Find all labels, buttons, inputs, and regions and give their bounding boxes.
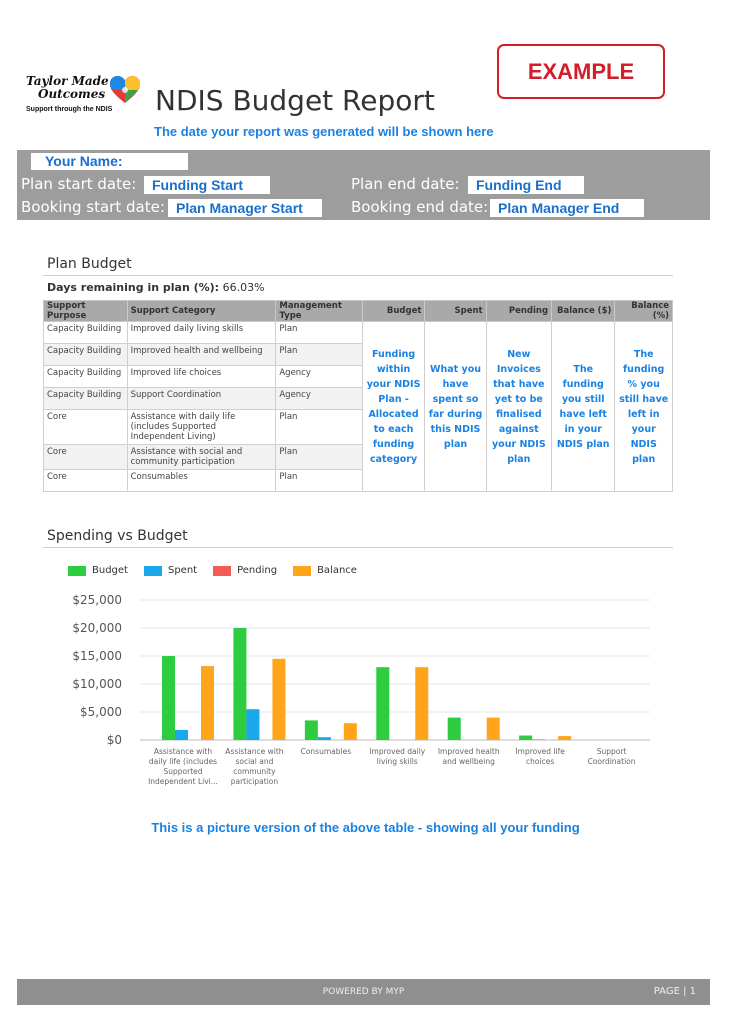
row-purpose: Capacity Building [44,344,128,366]
days-remaining [47,281,265,294]
bar-spent [246,709,259,740]
row-category: Assistance with social and community participation [127,445,276,470]
booking-start-label: Booking start date: [21,198,165,216]
balance-pct-note: The funding % you still have left in your NDIS plan [615,322,673,492]
x-tick-label-line: choices [526,757,555,766]
bar-spent [318,737,331,740]
company-logo [26,74,144,126]
x-tick-label-line: Assistance with [153,747,213,756]
legend-item-balance [293,565,357,576]
balance-dollar-note: The funding you still have left in your NDIS plan [552,322,615,492]
table-header-row [44,301,673,322]
x-tick-label-line: Improved health [437,747,500,756]
plan-start-value: Funding Start [144,176,270,194]
legend-swatch-pending [213,566,231,576]
x-tick-label [515,747,565,766]
x-tick-label [148,747,218,786]
x-tick-label-line: Support [596,747,627,756]
row-category: Improved daily living skills [127,322,276,344]
plan-end-label: Plan end date: [351,175,460,193]
y-tick-label: $10,000 [72,677,122,691]
row-purpose: Core [44,445,128,470]
col-balance-dollar: Balance ($) [552,301,615,322]
footer-page-number: PAGE | 1 [653,986,696,997]
spending-divider [43,547,673,548]
bar-balance [415,667,428,740]
logo-text-line2: Outcomes [38,87,106,101]
row-category: Improved health and wellbeing [127,344,276,366]
legend-swatch-budget [68,566,86,576]
spending-heading: Spending vs Budget [47,528,188,544]
y-tick-label: $5,000 [80,705,122,719]
pending-note: New Invoices that have yet to be finalised against your NDIS plan [486,322,551,492]
row-category: Consumables [127,470,276,492]
legend-label-balance: Balance [317,565,357,576]
legend-label-budget: Budget [92,565,128,576]
bar-balance [344,723,357,740]
y-tick-label: $25,000 [72,593,122,607]
bar-budget [376,667,389,740]
plan-start-label: Plan start date: [21,175,137,193]
x-tick-label [588,747,636,766]
bar-budget [448,718,461,740]
col-support-category: Support Category [127,301,276,322]
row-type: Plan [276,322,362,344]
row-type: Plan [276,410,362,445]
row-purpose: Capacity Building [44,388,128,410]
row-purpose: Capacity Building [44,366,128,388]
chart-legend [68,565,373,576]
x-tick-label-line: and wellbeing [442,757,495,766]
x-tick-label-line: Independent Livi... [148,777,218,786]
x-tick-label [301,747,352,756]
bar-budget [233,628,246,740]
logo-text-line1: Taylor Made [26,74,109,88]
days-remaining-value: 66.03% [222,281,265,294]
plan-budget-table [43,300,673,492]
spent-note: What you have spent so far during this NDIS plan [425,322,486,492]
row-type: Plan [276,470,362,492]
bar-budget [519,736,532,740]
legend-label-spent: Spent [167,565,198,576]
bar-spent [532,739,545,740]
row-purpose: Core [44,470,128,492]
bar-balance [558,736,571,740]
y-tick-label: $20,000 [72,621,122,635]
legend-swatch-balance [293,566,311,576]
legend-swatch-spent [144,566,162,576]
x-tick-label-line: Improved life [515,747,565,756]
x-tick-label-line: Consumables [300,747,352,756]
your-name-label: Your Name: [31,153,188,170]
col-spent: Spent [425,301,486,322]
x-tick-label-line: daily life (includes [148,757,218,766]
col-budget: Budget [362,301,425,322]
col-support-purpose: Support Purpose [44,301,128,322]
x-tick-label-line: Coordination [587,757,636,766]
x-tick-label-line: participation [230,777,279,786]
bar-budget [162,656,175,740]
row-type: Plan [276,344,362,366]
col-balance-pct: Balance (%) [615,301,673,322]
x-tick-label [438,747,500,766]
row-category: Support Coordination [127,388,276,410]
example-stamp: EXAMPLE [497,44,665,99]
puzzle-heart-icon [109,74,141,106]
plan-end-value: Funding End [468,176,584,194]
footer-powered-by: POWERED BY MYP [322,987,405,997]
logo-tagline: Support through the NDIS [26,106,113,113]
row-purpose: Core [44,410,128,445]
row-category: Improved life choices [127,366,276,388]
y-tick-label: $15,000 [72,649,122,663]
x-tick-label-line: community [233,767,276,776]
bar-balance [272,659,285,740]
booking-end-value: Plan Manager End [490,199,644,217]
booking-end-label: Booking end date: [351,198,489,216]
bar-spent [175,730,188,740]
bar-balance [487,718,500,740]
booking-start-value: Plan Manager Start [168,199,322,217]
legend-item-pending [213,565,277,576]
legend-item-budget [68,565,128,576]
plan-budget-heading: Plan Budget [47,256,132,272]
y-tick-label: $0 [106,733,122,747]
col-pending: Pending [486,301,551,322]
bar-balance [201,666,214,740]
row-type: Agency [276,366,362,388]
x-tick-label-line: living skills [376,757,418,766]
plan-budget-divider [43,275,673,276]
row-type: Plan [276,445,362,470]
row-category: Assistance with daily life (includes Supported Independent Living) [127,410,276,445]
x-tick-label-line: Supported [163,767,203,776]
row-type: Agency [276,388,362,410]
page-title: NDIS Budget Report [155,84,435,117]
x-tick-label-line: social and [235,757,274,766]
chart-caption: This is a picture version of the above table - showing all your funding [151,820,580,835]
participant-details-band [17,150,710,220]
legend-label-pending: Pending [237,565,278,576]
row-purpose: Capacity Building [44,322,128,344]
col-management-type: Management Type [276,301,362,322]
days-remaining-label: Days remaining in plan (%): [47,281,220,294]
x-tick-label [225,747,284,786]
page-footer [17,979,710,1005]
spending-vs-budget-chart [0,580,731,810]
x-tick-label [369,747,426,766]
report-date-note: The date your report was generated will be shown here [154,124,494,139]
table-row [44,322,673,344]
x-tick-label-line: Improved daily [369,747,426,756]
legend-item-spent [144,565,197,576]
x-tick-label-line: Assistance with [225,747,284,756]
bar-budget [305,720,318,740]
budget-note: Funding within your NDIS Plan - Allocated to each funding category [362,322,425,492]
